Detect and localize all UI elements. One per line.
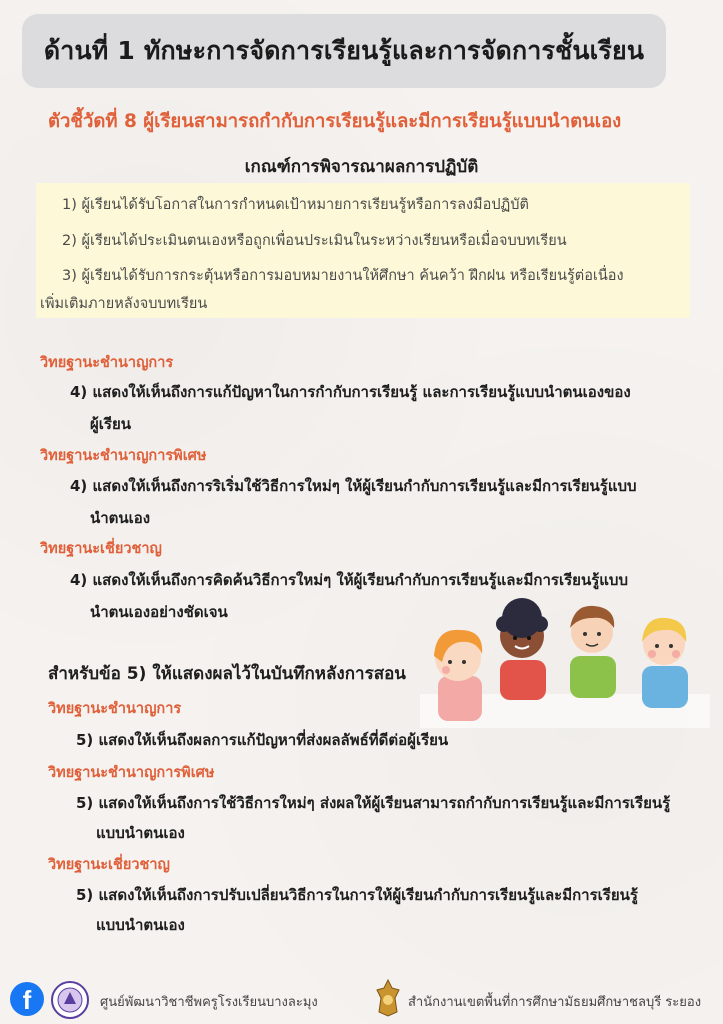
level-heading: วิทยฐานะเชี่ยวชาญ — [40, 541, 162, 557]
criteria-item: 2) ผู้เรียนได้ประเมินตนเองหรือถูกเพื่อนประเมินในระหว่างเรียนหรือเมื่อจบบทเรียน — [62, 233, 567, 249]
level-item-line: นำตนเอง — [90, 509, 151, 527]
page-title: ด้านที่ 1 ทักษะการจัดการเรียนรู้และการจัดการชั้นเรียน — [43, 36, 645, 65]
level-item-line: ผู้เรียน — [90, 415, 132, 433]
criteria-item: 1) ผู้เรียนได้รับโอกาสในการกำหนดเป้าหมายการเรียนรู้หรือการลงมือปฏิบัติ — [62, 197, 529, 213]
level-heading: วิทยฐานะชำนาญการพิเศษ — [48, 765, 215, 781]
child-figure — [570, 606, 616, 698]
level-item-line: 4) แสดงให้เห็นถึงการริเริ่มใช้วิธีการใหม่ๆ ให้ผู้เรียนกำกับการเรียนรู้และมีการเรียนรู้แบบ — [70, 477, 637, 495]
school-seal-icon — [50, 980, 90, 1020]
level-heading: วิทยฐานะชำนาญการ — [48, 701, 182, 717]
footer-right-text: สำนักงานเขตพื้นที่การศึกษามัธยมศึกษาชลบุรี ระยอง — [408, 995, 702, 1010]
level-item-line: 5) แสดงให้เห็นถึงผลการแก้ปัญหาที่ส่งผลลัพธ์ที่ดีต่อผู้เรียน — [76, 731, 449, 749]
criteria-item: 3) ผู้เรียนได้รับการกระตุ้นหรือการมอบหมายงานให้ศึกษา ค้นคว้า ฝึกฝน หรือเรียนรู้ต่อเนื่อง — [62, 268, 624, 284]
header-banner — [22, 14, 666, 88]
level-item-line: แบบนำตนเอง — [96, 916, 185, 934]
criteria-item: เพิ่มเติมภายหลังจบบทเรียน — [40, 296, 208, 312]
level-item-line: 4) แสดงให้เห็นถึงการคิดค้นวิธีการใหม่ๆ ให้ผู้เรียนกำกับการเรียนรู้และมีการเรียนรู้แบบ — [70, 571, 628, 589]
level-heading: วิทยฐานะชำนาญการ — [40, 355, 174, 371]
child-figure — [642, 618, 688, 708]
level-item-line: แบบนำตนเอง — [96, 824, 185, 842]
level-item-line: 4) แสดงให้เห็นถึงการแก้ปัญหาในการกำกับการเรียนรู้ และการเรียนรู้แบบนำตนเองของ — [70, 383, 631, 401]
indicator-title: ตัวชี้วัดที่ 8 ผู้เรียนสามารถกำกับการเรียนรู้และมีการเรียนรู้แบบนำตนเอง — [48, 111, 622, 132]
item5-section-title: สำหรับข้อ 5) ให้แสดงผลไว้ในบันทึกหลังการสอน — [48, 664, 406, 684]
child-figure — [496, 598, 548, 700]
level-item-line: 5) แสดงให้เห็นถึงการใช้วิธีการใหม่ๆ ส่งผลให้ผู้เรียนสามารถกำกับการเรียนรู้และมีการเรียนรู้ — [76, 794, 671, 812]
level-item-line: นำตนเองอย่างชัดเจน — [90, 603, 228, 621]
level-heading: วิทยฐานะเชี่ยวชาญ — [48, 857, 170, 873]
agency-emblem-icon — [373, 978, 403, 1018]
footer-left-text: ศูนย์พัฒนาวิชาชีพครูโรงเรียนบางละมุง — [100, 995, 318, 1010]
children-illustration — [420, 598, 710, 728]
child-figure — [434, 630, 482, 721]
level-heading: วิทยฐานะชำนาญการพิเศษ — [40, 448, 207, 464]
facebook-icon[interactable]: f — [10, 982, 44, 1016]
criteria-title: เกณฑ์การพิจารณาผลการปฏิบัติ — [244, 157, 479, 177]
level-item-line: 5) แสดงให้เห็นถึงการปรับเปลี่ยนวิธีการในการให้ผู้เรียนกำกับการเรียนรู้และมีการเรียนรู้ — [76, 886, 638, 904]
